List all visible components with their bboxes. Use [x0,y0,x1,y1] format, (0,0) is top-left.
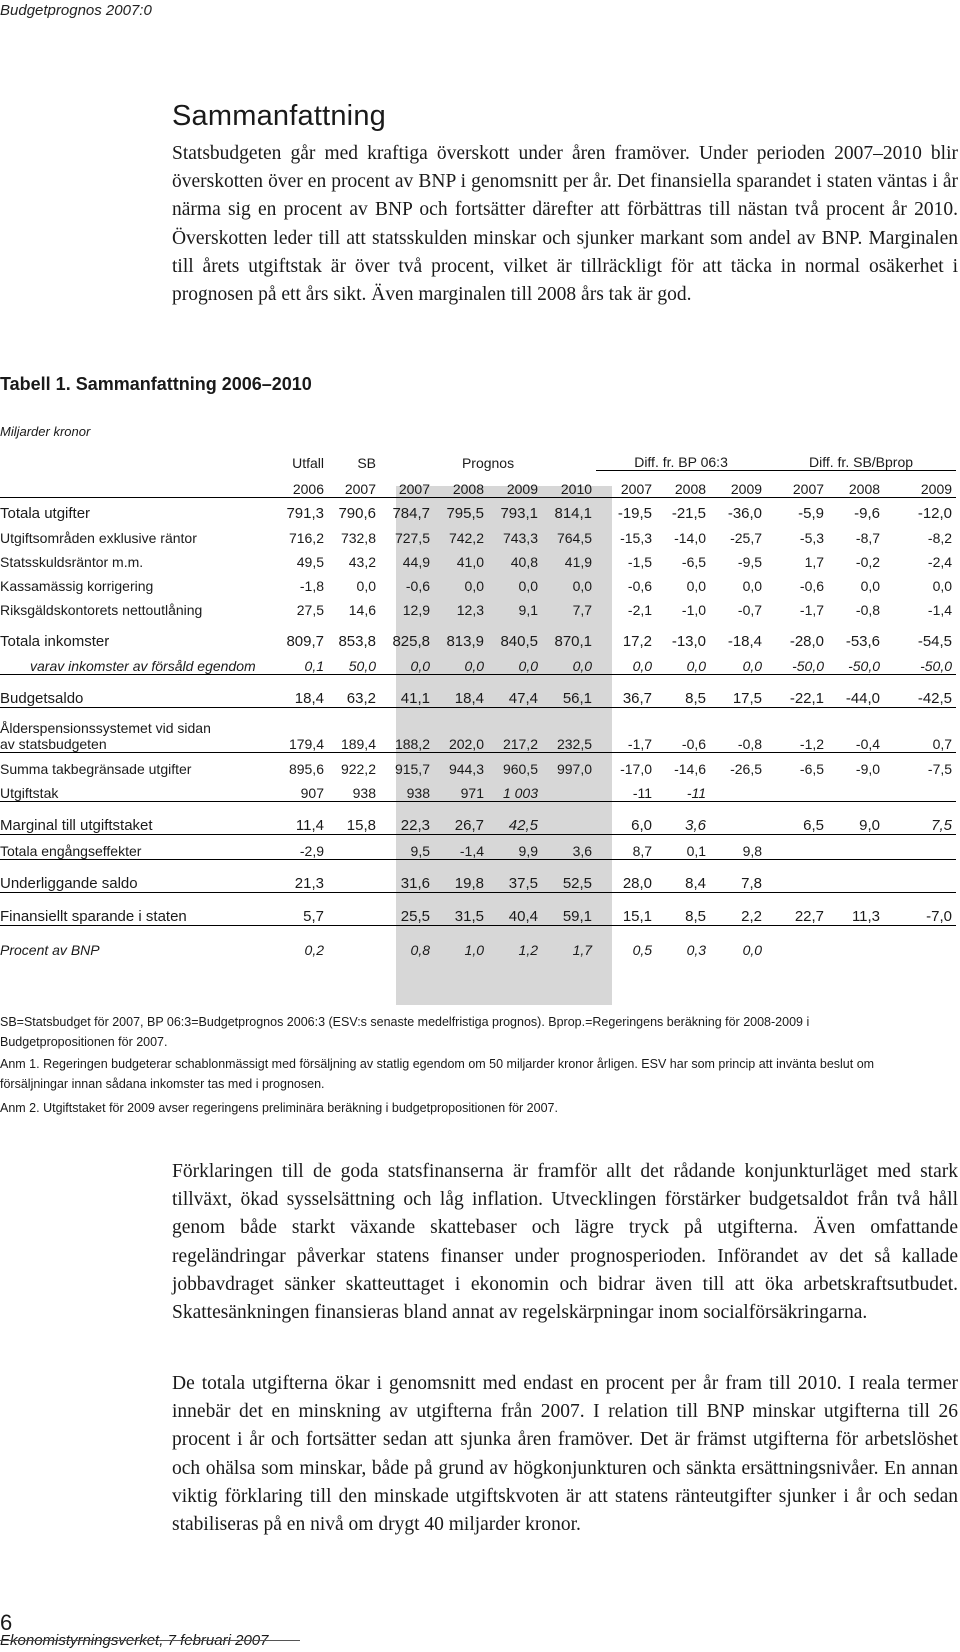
table-cell: 202,0 [448,736,484,752]
table-cell: 179,4 [288,736,324,752]
table-cell: 41,1 [380,675,434,708]
table-cell: -9,5 [737,554,763,570]
table-cell: 9,0 [828,802,884,835]
table-cell: 727,5 [394,530,430,546]
table-cell: -25,7 [730,530,763,546]
table-cell [766,860,828,893]
table-cell: 3,6 [542,835,596,860]
group-header-sb: SB [357,454,376,471]
table-cell: -1,2 [799,736,825,752]
section-title: Sammanfattning [172,100,386,132]
summary-paragraph: Statsbudgeten går med kraftiga överskott under åren framöver. Under perioden 2007–2010 blir överskotten över en procent av BNP i genomsnitt per år. Det finansiella sparandet i staten väntas i år närma sig en procent av BNP och fortsätter därefter att förbättras till nästan två procent år 2010. Överskotten leder till att statsskulden minskar och sjunker markant som andel av BNP. Marginalen till årets utgiftstak är över två procent, vilket är tillräckligt för att täcka in normal osäkerhet i prognosen på ett års sikt. Även marginalen till 2008 års tak är god. [172,143,958,306]
table-cell: 971 [434,777,488,802]
table-unit: Miljarder kronor [0,424,91,439]
row-alderspensionssystemet [0,708,956,753]
table-cell [884,777,956,802]
table-cell: 189,4 [340,736,376,752]
table-cell: 0,0 [434,650,488,675]
row-label: Summa takbegränsade utgifter [0,753,284,778]
table-cell: 37,5 [488,860,542,893]
table-cell: 5,7 [284,893,328,926]
year-header: 2007 [596,471,656,498]
table-cell: 8,7 [596,835,656,860]
table-cell [328,860,380,893]
row-label: Totala utgifter [0,505,91,522]
table-cell: -14,0 [674,530,707,546]
table-cell: 28,0 [596,860,656,893]
table-cell: 0,0 [742,578,763,594]
table-cell: -21,5 [671,505,707,522]
table-cell [328,926,380,959]
year-header: 2007 [380,471,434,498]
table-cell: 743,3 [502,530,538,546]
table-cell: 42,5 [488,802,542,835]
table-cell: -2,4 [927,554,953,570]
table-cell [828,926,884,959]
row-varav-forsald-egendom [0,650,956,675]
table-cell: 0,0 [932,578,953,594]
table-cell: 0,0 [542,650,596,675]
year-header-row [0,471,956,498]
table-cell: 232,5 [556,736,593,752]
table-cell: 825,8 [392,633,430,650]
row-marginal-utgiftstaket [0,802,956,835]
table-cell: -9,6 [854,505,881,522]
table-cell: 809,7 [286,633,324,650]
table-cell [542,777,596,802]
table-cell: 938 [380,777,434,802]
table-cell: 0,0 [572,578,593,594]
table-cell: 25,5 [380,893,434,926]
table-cell: 26,7 [434,802,488,835]
table-cell: -0,2 [855,554,881,570]
table-cell: 732,8 [340,530,376,546]
table-cell: -50,0 [884,650,956,675]
table-cell: -1,7 [627,736,653,752]
table-cell: 43,2 [348,554,376,570]
table-cell: 31,6 [380,860,434,893]
row-budgetsaldo [0,675,956,708]
table-cell: 0,1 [284,650,328,675]
row-label: Riksgäldskontorets nettoutlåning [0,602,203,618]
table-cell: -8,2 [927,530,953,546]
table-cell: -44,0 [828,675,884,708]
table-cell: 791,3 [286,505,324,522]
table-cell: -2,1 [627,602,653,618]
table-cell: -0,8 [855,602,881,618]
table-cell: -53,6 [845,633,881,650]
table-cell: -5,3 [799,530,825,546]
table-note-anm1: Anm 1. Regeringen budgeterar schablonmässigt med försäljning av statlig egendom om 50 miljarder kronor årligen. ESV har som princip att invänta beslut om försäljningar innan sådana inkomster tas med i prognosen. [0,1057,875,1091]
year-header: 2009 [488,471,542,498]
row-underliggande-saldo [0,860,956,893]
row-label: Underliggande saldo [0,860,284,893]
table-cell: 15,1 [596,893,656,926]
table-cell: -42,5 [884,675,956,708]
table-cell [884,835,956,860]
table-cell: 0,1 [656,835,710,860]
table-cell: -36,0 [727,505,763,522]
table-cell: -1,7 [799,602,825,618]
table-cell: 960,5 [488,753,542,778]
table-cell: -1,8 [299,578,324,594]
table-cell: 12,9 [402,602,430,618]
year-header: 2007 [328,471,380,498]
table-cell: 52,5 [542,860,596,893]
table-cell [828,860,884,893]
table-cell: 1,0 [464,942,484,958]
row-label: Utgiftsområden exklusive räntor [0,530,197,546]
row-statsskuldsrantor [0,546,956,570]
table-cell: -0,6 [799,578,825,594]
row-finansiellt-sparande [0,893,956,926]
summary-table-container [0,448,960,958]
table-cell: 944,3 [434,753,488,778]
table-cell: 44,9 [402,554,430,570]
table-cell: -0,6 [681,736,707,752]
table-cell: 9,1 [518,602,538,618]
table-title: Tabell 1. Sammanfattning 2006–2010 [0,374,312,394]
table-cell [328,893,380,926]
footer-text: Ekonomistyrningsverket, 7 februari 2007 [0,1632,269,1649]
table-cell [884,860,956,893]
table-cell [766,777,828,802]
table-cell: 11,4 [284,802,328,835]
table-cell: -50,0 [828,650,884,675]
year-header: 2010 [542,471,596,498]
table-cell: 22,3 [380,802,434,835]
table-cell: 0,0 [380,650,434,675]
table-cell: 840,5 [500,633,538,650]
table-cell: 0,2 [304,942,324,958]
table-cell: 0,7 [932,736,953,752]
row-totala-inkomster [0,618,956,650]
table-cell: 0,3 [686,942,707,958]
table-cell: 0,0 [742,942,763,958]
row-kassamassig-korrigering [0,570,956,594]
table-cell: 6,5 [766,802,828,835]
table-cell: -0,8 [737,736,763,752]
row-summa-takbegransade [0,753,956,778]
table-cell: 0,0 [488,650,542,675]
group-header-diff-sb: Diff. fr. SB/Bprop [766,448,956,471]
table-cell: 895,6 [284,753,328,778]
row-label: Procent av BNP [0,942,100,958]
table-cell [710,777,766,802]
table-cell: -19,5 [617,505,653,522]
table-cell: 907 [284,777,328,802]
year-header: 2006 [284,471,328,498]
table-cell: 764,5 [556,530,593,546]
table-cell: 63,2 [328,675,380,708]
table-cell: 0,0 [710,650,766,675]
row-engangseffekter [0,835,956,860]
table-cell: 17,2 [622,633,653,650]
table-cell: 14,6 [348,602,376,618]
table-cell: -26,5 [710,753,766,778]
table-cell: 922,2 [328,753,380,778]
table-cell: 784,7 [392,505,430,522]
table-cell: 49,5 [296,554,324,570]
table-cell: 793,1 [500,505,538,522]
table-cell: 0,0 [860,578,881,594]
table-cell: -54,5 [917,633,953,650]
table-cell: 813,9 [446,633,484,650]
table-cell: 938 [328,777,380,802]
table-cell: -2,9 [284,835,328,860]
row-label-line: Ålderspensionssystemet vid sidan [0,720,211,736]
table-cell: 814,1 [554,505,593,522]
table-cell: 47,4 [488,675,542,708]
body-paragraph: Förklaringen till de goda statsfinanserna är framför allt det rådande konjunkturläget med stark tillväxt, ökad sysselsättning och låg inflation. Utvecklingen förstärker budgetsaldot från två håll genom både starkt växande skattebaser och lägre tryck på utgifterna. Även omfattande regeländringar påverkar statens finanser under prognosperioden. Införandet av det så kallade jobbavdraget sänker skatteuttaget i ekonomin och bidrar även till att öka arbetskraftsutbudet. Skattesänkningen finansieras bland annat av regelskärpningar inom socialförsäkringarna. [172,1161,958,1324]
table-cell: 12,3 [456,602,484,618]
table-cell: -50,0 [766,650,828,675]
table-cell: 1,2 [518,942,538,958]
table-cell: 15,8 [328,802,380,835]
table-cell: -6,5 [681,554,707,570]
group-header-prognos: Prognos [461,454,515,471]
table-cell: -1,4 [927,602,953,618]
table-cell: -15,3 [620,530,653,546]
row-label: Statsskuldsräntor m.m. [0,554,144,570]
table-cell: 2,2 [710,893,766,926]
row-label: Marginal till utgiftstaket [0,802,284,835]
table-cell: -11 [596,777,656,802]
year-header: 2009 [710,471,766,498]
table-cell: 27,5 [296,602,324,618]
table-cell: -0,6 [405,578,430,594]
summary-table [0,448,956,958]
table-cell: 41,9 [564,554,593,570]
table-cell: 9,9 [488,835,542,860]
table-cell: 7,8 [710,860,766,893]
row-label-line: av statsbudgeten [0,736,107,752]
table-note-anm2: Anm 2. Utgiftstaket för 2009 avser regeringens preliminära beräkning i budgetpropositionen för 2007. [0,1101,558,1115]
table-cell: -8,7 [855,530,881,546]
table-cell: -1,5 [627,554,653,570]
table-cell: 19,8 [434,860,488,893]
table-cell: 18,4 [284,675,328,708]
table-cell: -1,0 [681,602,707,618]
table-cell: 21,3 [284,860,328,893]
table-cell: 217,2 [502,736,538,752]
table-cell: -17,0 [596,753,656,778]
table-cell: 915,7 [380,753,434,778]
table-cell: 40,8 [510,554,538,570]
table-cell: 853,8 [338,633,376,650]
row-label: varav inkomster av försåld egendom [0,650,284,675]
body-paragraph: De totala utgifterna ökar i genomsnitt med endast en procent per år fram till 2010. I reala termer innebär det en minskning av utgifterna från 2007. I relation till BNP minskar utgifterna till 26 procent i år och fortsätter sedan att sjunka åren framöver. Det är främst utgifterna för arbetslöshet och ohälsa som minskar, både på grund av högkonjunkturen och sänkta ersättningsnivåer. En annan viktig förklaring till den minskade utgiftskvoten är att statens ränteutgifter sjunker i år och sedan stabiliseras på en nivå om drygt 40 miljarder kronor. [172,1373,958,1536]
table-cell: 716,2 [288,530,324,546]
table-cell: 56,1 [542,675,596,708]
table-note-abbreviations: SB=Statsbudget för 2007, BP 06:3=Budgetprognos 2006:3 (ESV:s senaste medelfristiga prognos). Bprop.=Regeringens beräkning för 2008-2009 i Budgetpropositionen för 2007. [0,1015,810,1049]
table-cell: 0,0 [518,578,538,594]
year-header: 2009 [884,471,956,498]
year-header: 2008 [828,471,884,498]
table-cell: 59,1 [542,893,596,926]
table-cell: 31,5 [434,893,488,926]
table-cell: 17,5 [710,675,766,708]
table-cell: 22,7 [766,893,828,926]
table-cell: 188,2 [394,736,430,752]
row-label: Totala inkomster [0,633,110,650]
row-procent-av-bnp [0,926,956,959]
table-cell [542,802,596,835]
table-cell: 1,7 [572,942,593,958]
footer-rule [0,1640,300,1641]
row-riksgalds-nettoutlaning [0,594,956,618]
table-cell: 18,4 [434,675,488,708]
group-header-row [0,448,956,471]
table-cell: -13,0 [671,633,707,650]
year-header: 2008 [434,471,488,498]
table-cell: 6,0 [596,802,656,835]
table-cell: 795,5 [446,505,484,522]
table-cell: -7,5 [884,753,956,778]
table-cell: -11 [656,777,710,802]
row-utgiftsomraden [0,522,956,546]
table-cell: 8,5 [656,893,710,926]
row-label: Kassamässig korrigering [0,578,154,594]
row-label: Budgetsaldo [0,675,284,708]
table-cell: 0,0 [656,650,710,675]
table-cell: 9,5 [380,835,434,860]
table-cell: -0,6 [627,578,653,594]
table-cell: 0,5 [632,942,653,958]
row-totala-utgifter [0,498,956,523]
group-header-utfall: Utfall [292,454,324,471]
row-label: Utgiftstak [0,777,284,802]
table-cell: 1 003 [488,777,542,802]
table-cell: 0,0 [356,578,376,594]
table-cell: 7,7 [572,602,593,618]
table-cell [766,835,828,860]
table-cell: 790,6 [338,505,376,522]
table-cell: 0,8 [410,942,430,958]
table-cell [328,835,380,860]
table-cell: 8,5 [656,675,710,708]
table-cell: -28,0 [789,633,825,650]
table-cell: 50,0 [328,650,380,675]
table-cell [766,926,828,959]
table-cell: 8,4 [656,860,710,893]
table-cell: -12,0 [917,505,953,522]
table-cell: -0,4 [855,736,881,752]
table-cell: 0,0 [686,578,707,594]
table-cell: 9,8 [710,835,766,860]
table-cell: -9,0 [828,753,884,778]
table-cell: -22,1 [766,675,828,708]
table-cell [884,926,956,959]
table-cell: -5,9 [798,505,825,522]
table-cell: 40,4 [488,893,542,926]
table-cell [828,835,884,860]
table-cell: 1,7 [804,554,825,570]
table-cell: -14,6 [656,753,710,778]
year-header: 2008 [656,471,710,498]
table-cell [710,802,766,835]
table-cell: -1,4 [434,835,488,860]
table-cell: 0,0 [596,650,656,675]
row-label [0,708,284,753]
row-utgiftstak [0,777,956,802]
running-header: Budgetprognos 2007:0 [0,2,152,19]
table-cell: 0,0 [464,578,484,594]
table-cell: 41,0 [456,554,484,570]
table-cell: 997,0 [542,753,596,778]
year-header: 2007 [766,471,828,498]
table-cell: -18,4 [727,633,763,650]
row-label: Finansiellt sparande i staten [0,893,284,926]
table-cell: 11,3 [828,893,884,926]
table-cell [828,777,884,802]
group-header-diff-bp: Diff. fr. BP 06:3 [596,448,766,471]
page-number: 6 [0,1610,13,1635]
table-cell: -6,5 [766,753,828,778]
table-cell: 7,5 [884,802,956,835]
table-cell: 3,6 [656,802,710,835]
row-label: Totala engångseffekter [0,835,284,860]
table-cell: 36,7 [596,675,656,708]
table-cell: -0,7 [737,602,763,618]
table-cell: -7,0 [884,893,956,926]
table-cell: 870,1 [554,633,593,650]
table-cell: 742,2 [448,530,484,546]
